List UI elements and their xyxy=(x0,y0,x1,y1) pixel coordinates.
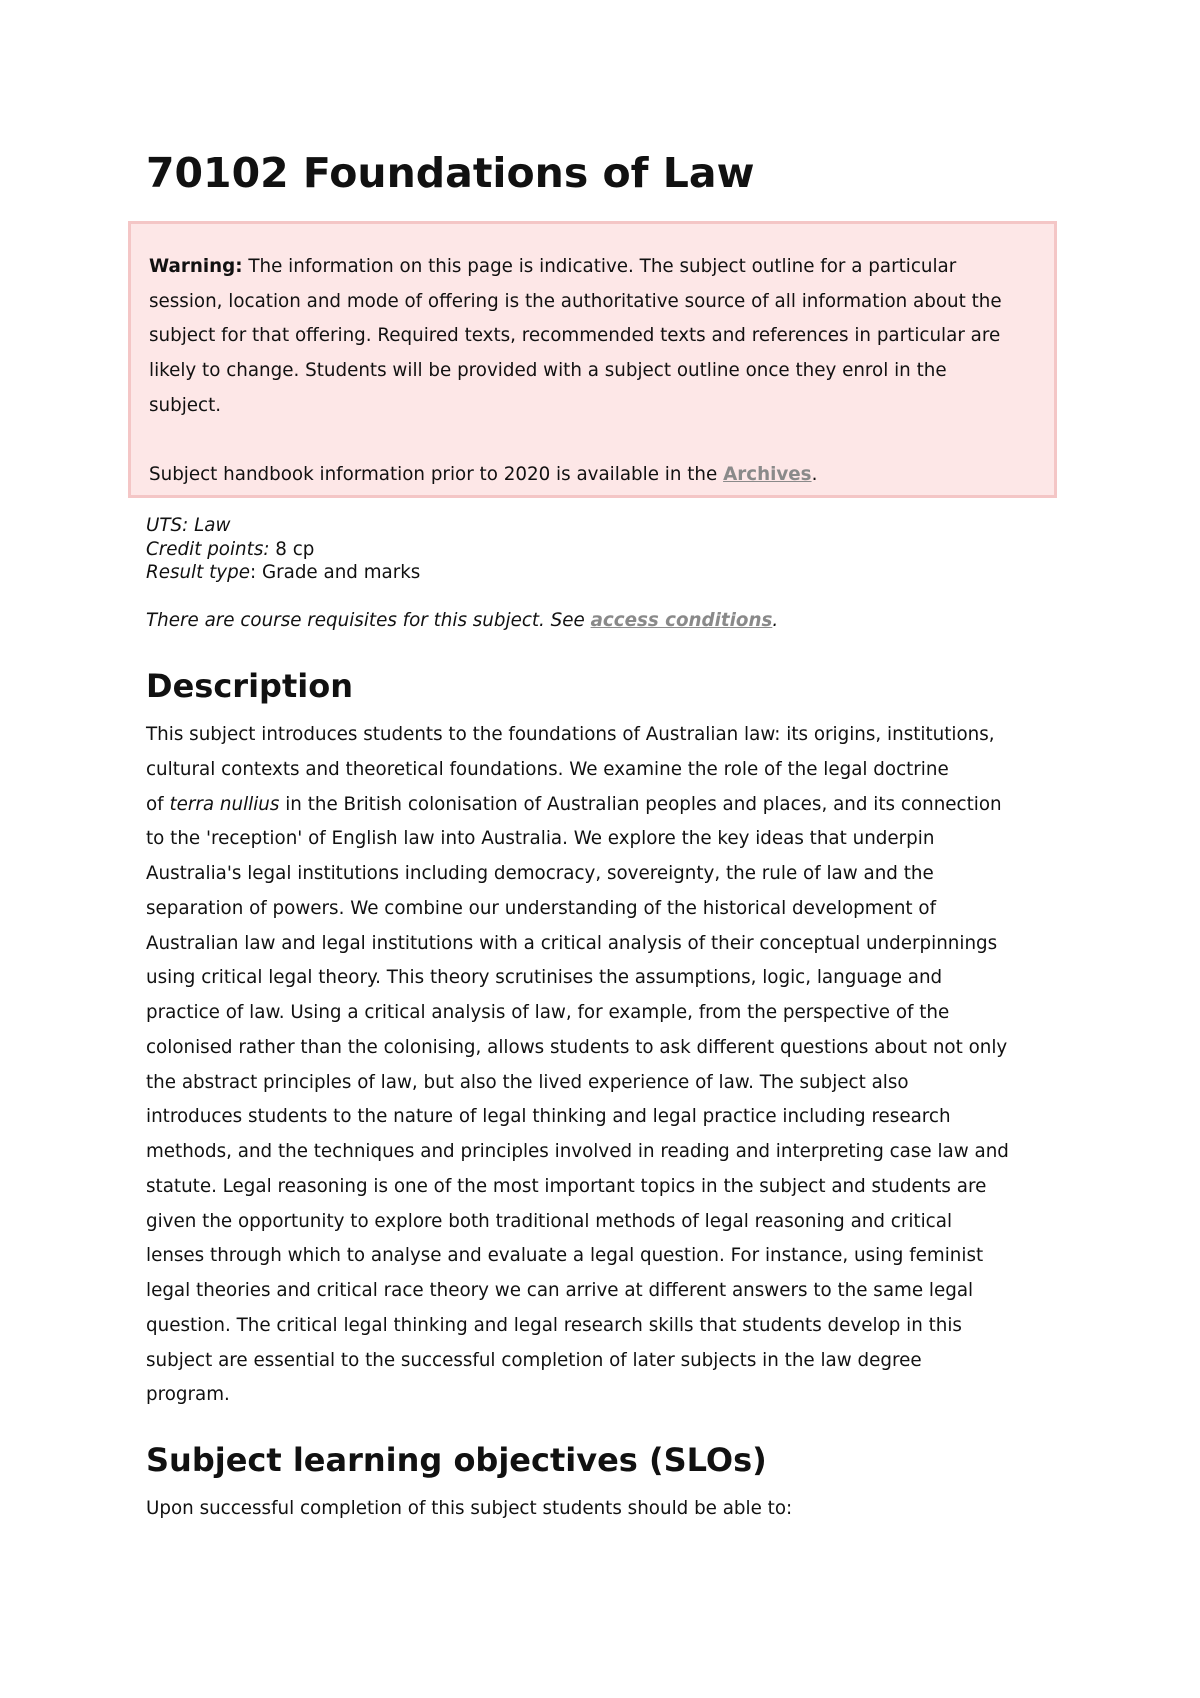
description-line: cultural contexts and theoretical foundations. We examine the role of the legal doctrine xyxy=(146,758,949,780)
description-line: program. xyxy=(146,1384,230,1406)
description-line: statute. Legal reasoning is one of the most important topics in the subject and students are xyxy=(146,1175,987,1197)
description-line: introduces students to the nature of legal thinking and legal practice including research xyxy=(146,1106,951,1128)
requisites-text: There are course requisites for this subject. See xyxy=(146,610,591,631)
archive-suffix: . xyxy=(811,464,818,486)
requisites-suffix: . xyxy=(772,610,779,631)
warning-line: The information on this page is indicative. The subject outline for a particular xyxy=(242,256,957,277)
description-line: the abstract principles of law, but also the lived experience of law. The subject also xyxy=(146,1071,909,1093)
latin-term: terra nullius xyxy=(169,793,280,815)
archive-prefix: Subject handbook information prior to 2020 is available in the xyxy=(149,464,724,486)
description-line: using critical legal theory. This theory scrutinises the assumptions, logic, language and xyxy=(146,967,943,989)
warning-line: likely to change. Students will be provided with a subject outline once they enrol in the xyxy=(149,360,947,382)
archive-note xyxy=(149,458,1036,493)
description-line xyxy=(146,788,1066,823)
subject-meta xyxy=(146,514,420,585)
description-line: legal theories and critical race theory we can arrive at different answers to the same legal xyxy=(146,1280,974,1301)
description-line: given the opportunity to explore both traditional methods of legal reasoning and critical xyxy=(146,1210,953,1232)
description-line: separation of powers. We combine our understanding of the historical development of xyxy=(146,897,937,919)
result-type-label: Result type xyxy=(146,562,250,583)
description-line: Australian law and legal institutions with a critical analysis of their conceptual underpinnings xyxy=(146,932,998,954)
warning-box xyxy=(128,221,1057,498)
archives-link[interactable]: Archives xyxy=(723,464,812,486)
description-line: subject are essential to the successful completion of later subjects in the law degree xyxy=(146,1349,922,1371)
description-line: question. The critical legal thinking and legal research skills that students develop in this xyxy=(146,1314,962,1336)
result-type-value: : Grade and marks xyxy=(249,562,421,583)
description-heading: Description xyxy=(146,667,353,705)
credit-points-line xyxy=(146,538,420,562)
warning-line: session, location and mode of offering is the authoritative source of all information about the xyxy=(149,290,1002,312)
description-line: methods, and the techniques and principles involved in reading and interpreting case law and xyxy=(146,1141,1009,1162)
faculty-label: UTS: Law xyxy=(146,515,231,536)
credit-points-value: 8 cp xyxy=(269,538,315,560)
description-line: to the 'reception' of English law into Australia. We explore the key ideas that underpin xyxy=(146,828,935,850)
description-text: of xyxy=(146,793,170,815)
page-title: 70102 Foundations of Law xyxy=(146,149,755,197)
slo-intro: Upon successful completion of this subject students should be able to: xyxy=(146,1498,793,1519)
description-line: colonised rather than the colonising, allows students to ask different questions about not only xyxy=(146,1036,1008,1058)
description-line: lenses through which to analyse and evaluate a legal question. For instance, using feminist xyxy=(146,1245,984,1267)
warning-text xyxy=(149,250,1036,424)
warning-label: Warning: xyxy=(149,256,243,277)
result-type-line xyxy=(146,561,420,585)
credit-points-label: Credit points: xyxy=(146,538,270,560)
description-body xyxy=(146,718,1066,1413)
warning-line: subject for that offering. Required texts, recommended texts and references in particular are xyxy=(149,325,1001,347)
slo-heading: Subject learning objectives (SLOs) xyxy=(146,1441,767,1479)
description-line: practice of law. Using a critical analysis of law, for example, from the perspective of the xyxy=(146,1002,950,1023)
description-text: in the British colonisation of Australian peoples and places, and its connection xyxy=(279,793,1002,815)
faculty-line xyxy=(146,514,420,538)
description-line: Australia's legal institutions including democracy, sovereignty, the rule of law and the xyxy=(146,863,934,884)
requisites-note xyxy=(146,608,778,634)
access-conditions-link[interactable]: access conditions xyxy=(590,610,773,631)
warning-line: subject. xyxy=(149,394,222,416)
description-line: This subject introduces students to the foundations of Australian law: its origins, institutions, xyxy=(146,724,995,745)
